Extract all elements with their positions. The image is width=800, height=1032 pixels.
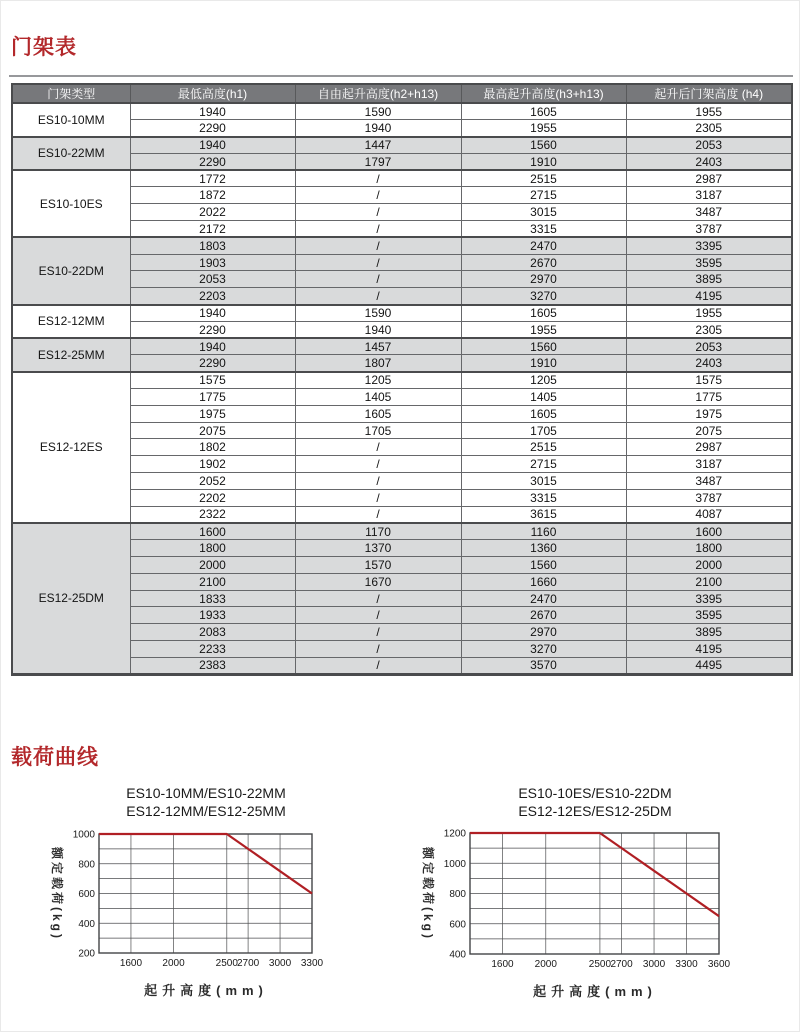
model-cell: ES12-25MM xyxy=(12,338,130,372)
header-cell: 最低高度(h1) xyxy=(130,84,295,103)
value-cell: 1940 xyxy=(130,338,295,355)
chart-title-line: ES10-10MM/ES10-22MM xyxy=(126,785,286,801)
value-cell: 2000 xyxy=(626,557,792,574)
value-cell: / xyxy=(295,456,461,473)
value-cell: 1160 xyxy=(461,523,626,540)
value-cell: 1772 xyxy=(130,170,295,187)
chart-plot xyxy=(440,827,733,974)
table-row xyxy=(12,338,792,355)
value-cell: 2022 xyxy=(130,204,295,221)
value-cell: 3270 xyxy=(461,288,626,305)
table-header-row xyxy=(12,84,792,103)
value-cell: 2290 xyxy=(130,153,295,170)
value-cell: 1940 xyxy=(130,305,295,322)
value-cell: 3395 xyxy=(626,590,792,607)
value-cell: 1802 xyxy=(130,439,295,456)
value-cell: 2987 xyxy=(626,170,792,187)
value-cell: 1807 xyxy=(295,355,461,372)
value-cell: 1600 xyxy=(626,523,792,540)
axis-tick-label: 1600 xyxy=(491,959,514,970)
x-axis-label: 起升高度(mm) xyxy=(144,983,268,998)
y-axis-label: 额定载荷(kg) xyxy=(421,846,435,941)
value-cell: 2290 xyxy=(130,321,295,338)
value-cell: 2052 xyxy=(130,473,295,490)
axis-tick-label: 3600 xyxy=(707,959,731,970)
chart-title xyxy=(445,784,745,820)
header-cell: 自由起升高度(h2+h13) xyxy=(295,84,461,103)
chart-title-line: ES10-10ES/ES10-22DM xyxy=(518,785,672,801)
value-cell: 1605 xyxy=(461,305,626,322)
value-cell: 3787 xyxy=(626,489,792,506)
axis-tick-label: 3000 xyxy=(642,959,666,970)
table-row xyxy=(12,237,792,254)
value-cell: 2305 xyxy=(626,321,792,338)
mast-table-title: 门架表 xyxy=(11,36,77,59)
value-cell: 2305 xyxy=(626,120,792,137)
value-cell: 1590 xyxy=(295,305,461,322)
value-cell: 2515 xyxy=(461,439,626,456)
value-cell: 1405 xyxy=(461,389,626,406)
value-cell: 3595 xyxy=(626,607,792,624)
axis-tick-label: 2700 xyxy=(610,959,633,970)
value-cell: 2053 xyxy=(626,137,792,154)
table-row xyxy=(12,137,792,154)
value-cell: / xyxy=(295,473,461,490)
axis-tick-label: 2500 xyxy=(215,958,238,969)
model-cell: ES10-10MM xyxy=(12,103,130,137)
value-cell: 1910 xyxy=(461,153,626,170)
value-cell: 1570 xyxy=(295,557,461,574)
value-cell: 2670 xyxy=(461,607,626,624)
chart-title-line: ES12-12MM/ES12-25MM xyxy=(126,803,286,819)
axis-tick-label: 400 xyxy=(449,949,466,961)
value-cell: 2202 xyxy=(130,489,295,506)
table-row xyxy=(12,372,792,389)
value-cell: 2075 xyxy=(130,422,295,439)
value-cell: 3187 xyxy=(626,187,792,204)
value-cell: 1170 xyxy=(295,523,461,540)
value-cell: / xyxy=(295,607,461,624)
value-cell: 3570 xyxy=(461,657,626,674)
header-cell: 最高起升高度(h3+h13) xyxy=(461,84,626,103)
axis-tick-label: 2500 xyxy=(588,959,612,970)
value-cell: 2322 xyxy=(130,506,295,523)
value-cell: 2403 xyxy=(626,153,792,170)
value-cell: 2100 xyxy=(130,573,295,590)
value-cell: 1600 xyxy=(130,523,295,540)
value-cell: 2403 xyxy=(626,355,792,372)
value-cell: / xyxy=(295,624,461,641)
value-cell: 1800 xyxy=(626,540,792,557)
axis-tick-label: 3000 xyxy=(268,958,292,969)
value-cell: 1447 xyxy=(295,137,461,154)
value-cell: 1803 xyxy=(130,237,295,254)
divider-line xyxy=(9,75,793,77)
value-cell: 1910 xyxy=(461,355,626,372)
value-cell: 2670 xyxy=(461,254,626,271)
value-cell: 1955 xyxy=(461,120,626,137)
value-cell: 1955 xyxy=(626,103,792,120)
chart-title xyxy=(56,784,356,820)
value-cell: 1955 xyxy=(461,321,626,338)
value-cell: 3787 xyxy=(626,221,792,238)
mast-table-body xyxy=(12,103,792,674)
value-cell: 2515 xyxy=(461,170,626,187)
value-cell: 3015 xyxy=(461,473,626,490)
value-cell: 1940 xyxy=(295,321,461,338)
value-cell: / xyxy=(295,237,461,254)
axis-tick-label: 800 xyxy=(449,889,466,900)
value-cell: 1660 xyxy=(461,573,626,590)
model-cell: ES12-12ES xyxy=(12,372,130,523)
value-cell: 2470 xyxy=(461,590,626,607)
value-cell: 2470 xyxy=(461,237,626,254)
value-cell: 1370 xyxy=(295,540,461,557)
value-cell: 2053 xyxy=(626,338,792,355)
axis-tick-label: 600 xyxy=(449,919,466,931)
value-cell: 1940 xyxy=(130,137,295,154)
value-cell: / xyxy=(295,439,461,456)
load-curve-line xyxy=(470,833,719,916)
mast-table-container xyxy=(11,83,791,676)
value-cell: 4195 xyxy=(626,641,792,658)
x-axis-label: 起升高度(mm) xyxy=(533,984,657,999)
value-cell: / xyxy=(295,187,461,204)
value-cell: 1940 xyxy=(130,103,295,120)
header-cell: 起升后门架高度 (h4) xyxy=(626,84,792,103)
table-row xyxy=(12,523,792,540)
value-cell: 2053 xyxy=(130,271,295,288)
value-cell: 3615 xyxy=(461,506,626,523)
model-cell: ES12-12MM xyxy=(12,305,130,339)
axis-tick-label: 2000 xyxy=(534,959,557,970)
value-cell: 3015 xyxy=(461,204,626,221)
value-cell: 2075 xyxy=(626,422,792,439)
axis-tick-label: 600 xyxy=(78,889,95,900)
value-cell: 2233 xyxy=(130,641,295,658)
value-cell: 1205 xyxy=(461,372,626,389)
model-cell: ES10-10ES xyxy=(12,170,130,237)
axis-tick-label: 200 xyxy=(78,948,95,960)
value-cell: 2970 xyxy=(461,624,626,641)
axis-tick-label: 3300 xyxy=(675,959,698,970)
load-curves-title: 载荷曲线 xyxy=(11,746,99,769)
value-cell: 1903 xyxy=(130,254,295,271)
value-cell: 4495 xyxy=(626,657,792,674)
value-cell: / xyxy=(295,254,461,271)
value-cell: 1705 xyxy=(461,422,626,439)
value-cell: / xyxy=(295,288,461,305)
value-cell: 1833 xyxy=(130,590,295,607)
value-cell: 1360 xyxy=(461,540,626,557)
value-cell: 1775 xyxy=(130,389,295,406)
value-cell: 3315 xyxy=(461,221,626,238)
value-cell: 1902 xyxy=(130,456,295,473)
value-cell: 2383 xyxy=(130,657,295,674)
value-cell: 3187 xyxy=(626,456,792,473)
value-cell: 1605 xyxy=(295,405,461,422)
value-cell: / xyxy=(295,204,461,221)
value-cell: 3895 xyxy=(626,624,792,641)
value-cell: / xyxy=(295,590,461,607)
value-cell: 1560 xyxy=(461,557,626,574)
axis-tick-label: 400 xyxy=(78,918,95,930)
model-cell: ES12-25DM xyxy=(12,523,130,674)
value-cell: 4087 xyxy=(626,506,792,523)
value-cell: 1940 xyxy=(295,120,461,137)
chart-plot xyxy=(69,828,326,973)
table-row xyxy=(12,103,792,120)
value-cell: 1670 xyxy=(295,573,461,590)
value-cell: 1975 xyxy=(130,405,295,422)
value-cell: 1590 xyxy=(295,103,461,120)
value-cell: / xyxy=(295,271,461,288)
axis-tick-label: 2000 xyxy=(162,958,185,969)
mast-table xyxy=(11,83,793,676)
value-cell: 1457 xyxy=(295,338,461,355)
value-cell: 3895 xyxy=(626,271,792,288)
value-cell: 2100 xyxy=(626,573,792,590)
value-cell: 2987 xyxy=(626,439,792,456)
value-cell: 4195 xyxy=(626,288,792,305)
value-cell: 2083 xyxy=(130,624,295,641)
model-cell: ES10-22DM xyxy=(12,237,130,304)
axis-tick-label: 3300 xyxy=(300,958,324,969)
value-cell: 3315 xyxy=(461,489,626,506)
value-cell: 3595 xyxy=(626,254,792,271)
value-cell: 1975 xyxy=(626,405,792,422)
value-cell: 2715 xyxy=(461,187,626,204)
value-cell: 1560 xyxy=(461,137,626,154)
chart-title-line: ES12-12ES/ES12-25DM xyxy=(518,803,672,819)
value-cell: 2290 xyxy=(130,355,295,372)
value-cell: 3487 xyxy=(626,204,792,221)
value-cell: 3270 xyxy=(461,641,626,658)
value-cell: 1872 xyxy=(130,187,295,204)
value-cell: 1560 xyxy=(461,338,626,355)
value-cell: / xyxy=(295,221,461,238)
value-cell: 2172 xyxy=(130,221,295,238)
table-row xyxy=(12,170,792,187)
value-cell: 1605 xyxy=(461,405,626,422)
value-cell: / xyxy=(295,641,461,658)
model-cell: ES10-22MM xyxy=(12,137,130,171)
value-cell: 2970 xyxy=(461,271,626,288)
axis-tick-label: 2700 xyxy=(236,958,260,969)
value-cell: 2203 xyxy=(130,288,295,305)
value-cell: 1205 xyxy=(295,372,461,389)
value-cell: 1575 xyxy=(626,372,792,389)
axis-tick-label: 1000 xyxy=(443,858,466,870)
value-cell: 1775 xyxy=(626,389,792,406)
axis-tick-label: 1000 xyxy=(72,829,95,841)
value-cell: / xyxy=(295,657,461,674)
value-cell: 3487 xyxy=(626,473,792,490)
value-cell: 1800 xyxy=(130,540,295,557)
value-cell: 1955 xyxy=(626,305,792,322)
axis-tick-label: 1600 xyxy=(119,958,143,969)
value-cell: 1405 xyxy=(295,389,461,406)
value-cell: 3395 xyxy=(626,237,792,254)
value-cell: 1797 xyxy=(295,153,461,170)
value-cell: 2290 xyxy=(130,120,295,137)
value-cell: 1705 xyxy=(295,422,461,439)
value-cell: 1575 xyxy=(130,372,295,389)
y-axis-label: 额定载荷(kg) xyxy=(50,846,64,941)
value-cell: 2000 xyxy=(130,557,295,574)
header-cell: 门架类型 xyxy=(12,84,130,103)
axis-tick-label: 800 xyxy=(78,859,95,871)
value-cell: / xyxy=(295,489,461,506)
value-cell: / xyxy=(295,170,461,187)
table-row xyxy=(12,305,792,322)
value-cell: / xyxy=(295,506,461,523)
value-cell: 1605 xyxy=(461,103,626,120)
axis-tick-label: 1200 xyxy=(443,828,466,840)
value-cell: 1933 xyxy=(130,607,295,624)
value-cell: 2715 xyxy=(461,456,626,473)
